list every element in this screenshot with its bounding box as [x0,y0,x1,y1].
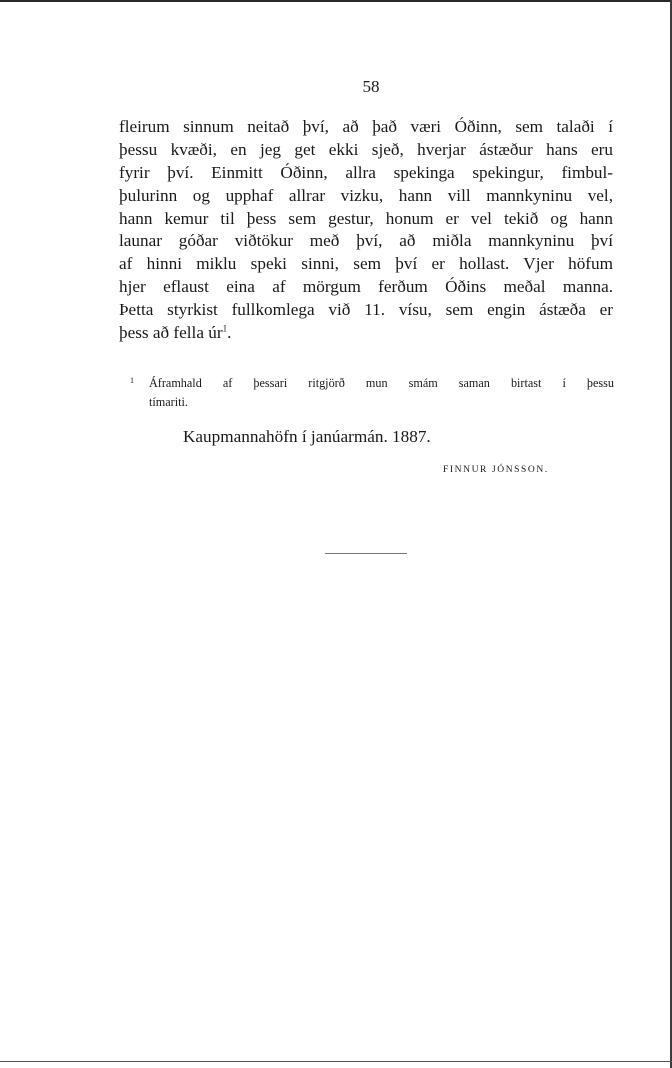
footnote [130,374,614,412]
body-last-line-text: þess að fella úr [119,323,223,343]
footnote-text: Áframhald af þessari ritgjörð mun smám saman birtast í þessu [149,376,614,390]
top-border-rule [0,0,672,2]
footnote-marker: 1 [130,376,134,385]
body-line: hjer eflaust eina af mörgum ferðum Óðins meðal manna. [119,277,613,297]
body-line: af hinni miklu speki sinni, sem því er hollast. Vjer höfum [119,254,613,274]
footnote-line: tímariti. [149,395,188,409]
body-line: þessu kvæði, en jeg get ekki sjeð, hverjar ástæður hans eru [119,139,613,159]
end-divider [325,553,407,554]
body-line: fyrir því. Einmitt Óðinn, allra spekinga spekingur, fimbul- [119,162,613,182]
body-line: launar góðar viðtökur með því, að miðla mannkyninu því [119,231,613,251]
body-line: þulurinn og upphaf allrar vizku, hann vill mannkyninu vel, [119,185,613,205]
body-line: hann kemur til þess sem gestur, honum er vel tekið og hann [119,208,613,228]
body-paragraph [119,116,613,345]
author-signature: FINNUR JÓNSSON. [443,465,549,475]
page-number: 58 [362,77,380,96]
footnote-line [130,374,614,393]
body-line: Þetta styrkist fullkomlega við 11. vísu, sem engin ástæða er [119,300,613,320]
footnote-reference: 1 [222,323,228,334]
body-last-line [119,322,613,345]
bottom-border-rule [0,1061,672,1062]
body-last-line-period: . [227,323,232,343]
body-line: fleirum sinnum neitað því, að það væri Óðinn, sem talaði í [119,117,613,136]
place-date-line: Kaupmannahöfn í janúarmán. 1887. [183,427,431,446]
